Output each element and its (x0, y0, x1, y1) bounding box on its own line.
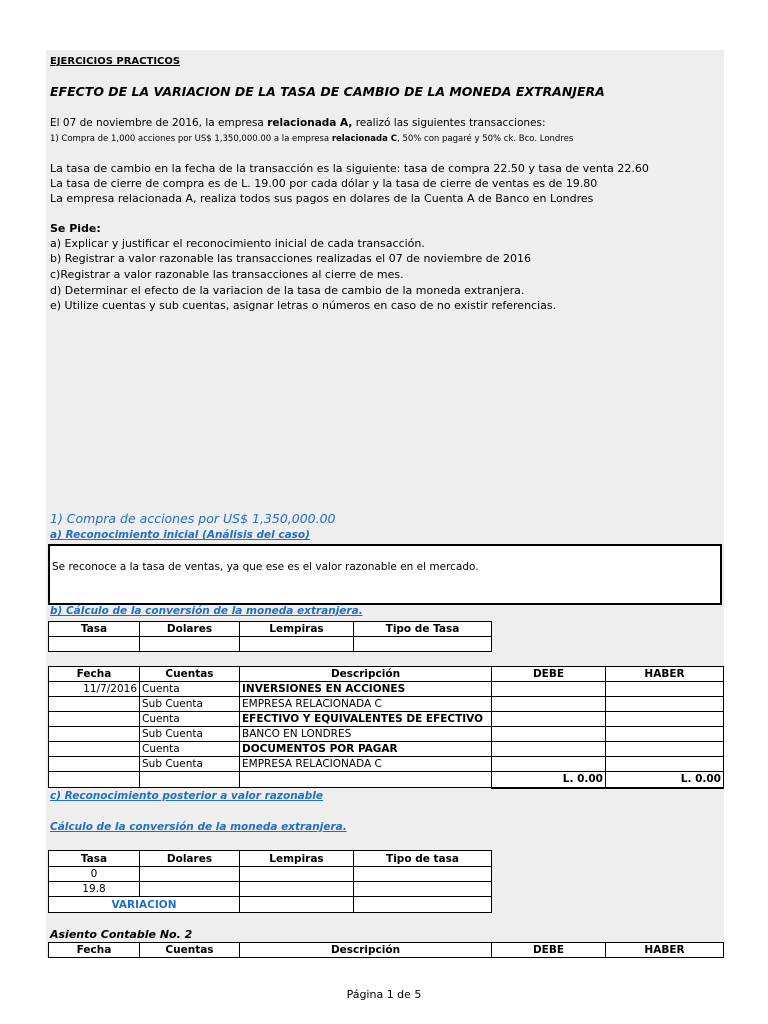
col-fecha: Fecha (49, 943, 140, 958)
col-tasa: Tasa (49, 851, 140, 867)
col-lempiras: Lempiras (240, 851, 354, 867)
variacion-row (49, 897, 492, 913)
col-descripcion: Descripción (240, 667, 492, 682)
row-fecha[interactable] (49, 697, 140, 712)
col-tipo-tasa: Tipo de Tasa (354, 622, 492, 637)
row-haber[interactable] (606, 757, 724, 772)
col-tasa: Tasa (49, 622, 140, 637)
se-pide-item-c: c)Registrar a valor razonable las transacciones al cierre de mes. (50, 268, 404, 281)
calc-conversion-title: Cálculo de la conversión de la moneda extranjera. (50, 821, 347, 833)
table-row (49, 867, 492, 882)
col-descripcion: Descripción (240, 943, 492, 958)
cell-lempiras[interactable] (240, 867, 354, 882)
col-debe: DEBE (492, 667, 606, 682)
conversion-table (48, 621, 492, 652)
se-pide-item-d: d) Determinar el efecto de la variacion de la tasa de cambio de la moneda extranjera. (50, 284, 525, 297)
col-debe: DEBE (492, 943, 606, 958)
page-heading: EJERCICIOS PRACTICOS (50, 56, 181, 67)
cell-tipo-tasa[interactable] (354, 882, 492, 897)
analysis-text: Se reconoce a la tasa de ventas, ya que ese es el valor razonable en el mercado. (52, 561, 479, 573)
col-haber: HABER (606, 943, 724, 958)
col-tipo-tasa: Tipo de tasa (354, 851, 492, 867)
cell-tipo-tasa[interactable] (354, 637, 492, 652)
cell-dolares[interactable] (140, 637, 240, 652)
row-fecha[interactable] (49, 742, 140, 757)
totals-row (49, 772, 724, 788)
row-debe[interactable] (492, 697, 606, 712)
cell-dolares[interactable] (140, 867, 240, 882)
table-row (49, 682, 724, 697)
total-debe[interactable]: L. 0.00 (492, 772, 606, 788)
document-title: EFECTO DE LA VARIACION DE LA TASA DE CAMBIO DE LA MONEDA EXTRANJERA (50, 84, 605, 99)
se-pide-label: Se Pide: (50, 222, 101, 235)
row-debe[interactable] (492, 757, 606, 772)
table-row (49, 742, 724, 757)
table-row (49, 882, 492, 897)
cell-tasa[interactable]: 0 (49, 867, 140, 882)
col-fecha: Fecha (49, 667, 140, 682)
row-descripcion[interactable]: INVERSIONES EN ACCIONES (240, 682, 492, 697)
row-haber[interactable] (606, 742, 724, 757)
journal-table (48, 666, 724, 789)
row-cuenta[interactable]: Cuenta (140, 742, 240, 757)
row-descripcion[interactable]: EFECTIVO Y EQUIVALENTES DE EFECTIVO (240, 712, 492, 727)
row-haber[interactable] (606, 712, 724, 727)
row-fecha[interactable]: 11/7/2016 (49, 682, 140, 697)
row-cuenta[interactable]: Cuenta (140, 712, 240, 727)
se-pide-item-b: b) Registrar a valor razonable las transacciones realizadas el 07 de noviembre de 2016 (50, 252, 531, 265)
analysis-box[interactable] (48, 544, 722, 605)
cell-tasa[interactable]: 19.8 (49, 882, 140, 897)
total-blank-2[interactable] (140, 772, 240, 788)
row-fecha[interactable] (49, 712, 140, 727)
col-cuentas: Cuentas (140, 943, 240, 958)
row-haber[interactable] (606, 727, 724, 742)
row-haber[interactable] (606, 697, 724, 712)
conversion-table-2 (48, 850, 492, 913)
subsection-b-title: b) Cálculo de la conversión de la moneda extranjera. (50, 605, 363, 617)
row-fecha[interactable] (49, 727, 140, 742)
table-row (49, 697, 724, 712)
page-footer: Página 1 de 5 (346, 988, 422, 1001)
row-debe[interactable] (492, 727, 606, 742)
rates-line-2: La tasa de cierre de compra es de L. 19.00 por cada dólar y la tasa de cierre de ventas es de 19.80 (50, 177, 598, 190)
col-lempiras: Lempiras (240, 622, 354, 637)
subsection-a-title: a) Reconocimiento inicial (Análisis del caso) (50, 529, 310, 541)
intro-text: El 07 de noviembre de 2016, la empresa relacionada A, realizó las siguientes transacciones: (50, 117, 546, 129)
total-blank-3[interactable] (240, 772, 492, 788)
cell-lempiras[interactable] (240, 882, 354, 897)
col-dolares: Dolares (140, 851, 240, 867)
rates-line-1: La tasa de cambio en la fecha de la transacción es la siguiente: tasa de compra 22.50 y tasa de venta 22.60 (50, 162, 649, 175)
row-cuenta[interactable]: Cuenta (140, 682, 240, 697)
subsection-c-title: c) Reconocimiento posterior a valor razonable (50, 790, 323, 802)
row-cuenta[interactable]: Sub Cuenta (140, 697, 240, 712)
total-blank-1[interactable] (49, 772, 140, 788)
cell-tasa[interactable] (49, 637, 140, 652)
cell-tipo-tasa[interactable] (354, 867, 492, 882)
journal-table-2 (48, 942, 724, 958)
row-descripcion[interactable]: BANCO EN LONDRES (240, 727, 492, 742)
table-row (49, 712, 724, 727)
row-haber[interactable] (606, 682, 724, 697)
row-debe[interactable] (492, 682, 606, 697)
se-pide-item-e: e) Utilize cuentas y sub cuentas, asignar letras o números en caso de no existir referencias. (50, 299, 557, 312)
row-descripcion[interactable]: DOCUMENTOS POR PAGAR (240, 742, 492, 757)
row-cuenta[interactable]: Sub Cuenta (140, 727, 240, 742)
table-row (49, 757, 724, 772)
row-fecha[interactable] (49, 757, 140, 772)
variacion-lempiras[interactable] (240, 897, 354, 913)
row-cuenta[interactable]: Sub Cuenta (140, 757, 240, 772)
row-debe[interactable] (492, 742, 606, 757)
row-descripcion[interactable]: EMPRESA RELACIONADA C (240, 697, 492, 712)
total-haber[interactable]: L. 0.00 (606, 772, 724, 788)
row-debe[interactable] (492, 712, 606, 727)
row-descripcion[interactable]: EMPRESA RELACIONADA C (240, 757, 492, 772)
col-haber: HABER (606, 667, 724, 682)
variacion-label[interactable]: VARIACION (49, 897, 240, 913)
rates-line-3: La empresa relacionada A, realiza todos sus pagos en dolares de la Cuenta A de Banco en Londres (50, 192, 594, 205)
cell-lempiras[interactable] (240, 637, 354, 652)
section-1-title: 1) Compra de acciones por US$ 1,350,000.00 (50, 511, 336, 526)
transaction-line: 1) Compra de 1,000 acciones por US$ 1,350,000.00 a la empresa relacionada C, 50% con pagaré y 50% ck. Bco. Londres (50, 134, 574, 144)
cell-dolares[interactable] (140, 882, 240, 897)
se-pide-item-a: a) Explicar y justificar el reconocimiento inicial de cada transacción. (50, 237, 425, 250)
asiento-title: Asiento Contable No. 2 (50, 928, 193, 941)
variacion-tipo[interactable] (354, 897, 492, 913)
table-row (49, 727, 724, 742)
col-dolares: Dolares (140, 622, 240, 637)
col-cuentas: Cuentas (140, 667, 240, 682)
